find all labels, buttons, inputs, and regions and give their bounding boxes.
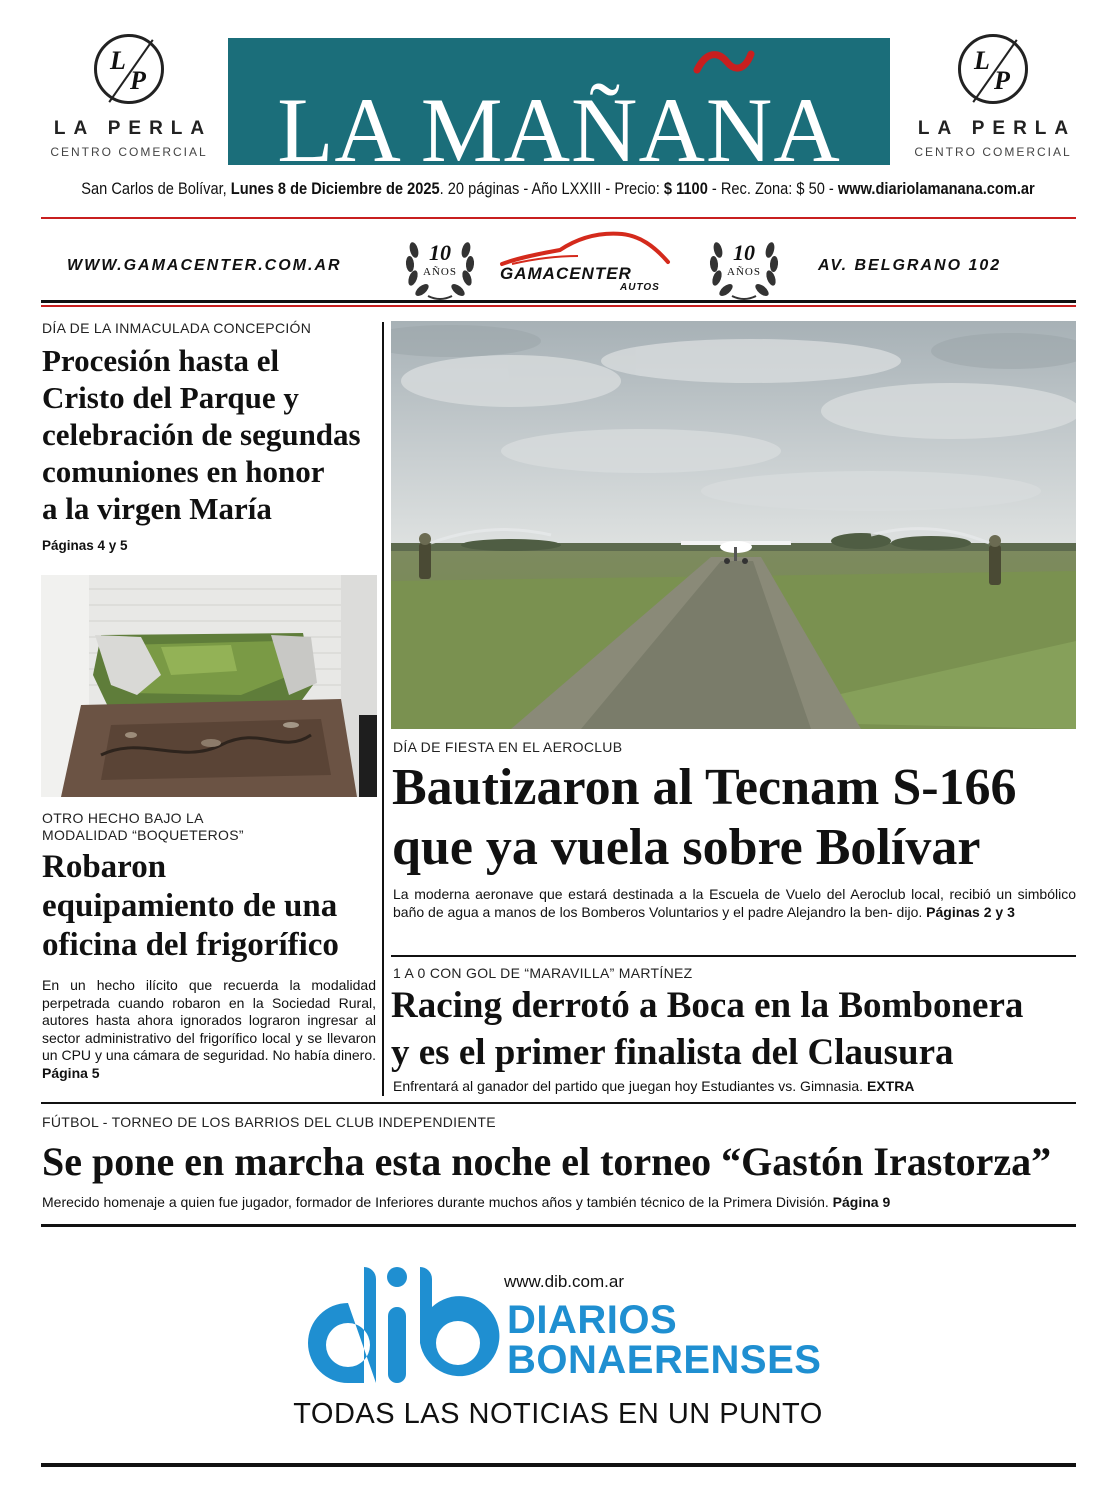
- dateline: [78, 179, 1038, 199]
- la-perla-name: LA PERLA: [917, 118, 1077, 139]
- dateline-date: Lunes 8 de Diciembre de 2025: [230, 179, 440, 198]
- torneo-kicker: FÚTBOL - TORNEO DE LOS BARRIOS DEL CLUB INDEPENDIENTE: [42, 1114, 496, 1130]
- emblem-letter-l: L: [110, 46, 126, 75]
- headline-line: oficina del frigorífico: [42, 927, 339, 963]
- racing-kicker: 1 A 0 CON GOL DE “MARAVILLA” MARTÍNEZ: [393, 965, 693, 981]
- gamacenter-url[interactable]: WWW.GAMACENTER.COM.AR: [67, 257, 342, 274]
- racing-pages[interactable]: EXTRA: [866, 1078, 915, 1094]
- dateline-city: San Carlos de Bolívar,: [81, 179, 231, 198]
- badge-label: AÑOS: [727, 266, 761, 278]
- robo-body-text: En un hecho ilícito que recuerda la modalidad perpetrada cuando robaron en la Sociedad Rural, autores hasta ahora ignorados lograron ingresar al sector administrativo del frigorífico local y se llevaron un CPU y una cámara de seguridad. No había dinero.: [42, 977, 376, 1064]
- badge-number: 10: [429, 240, 451, 265]
- headline-line: equipamiento de una: [42, 888, 338, 924]
- robo-pages[interactable]: Página 5: [42, 1064, 100, 1081]
- anniversary-badge-right: [704, 228, 784, 302]
- headline-line: Cristo del Parque y: [42, 380, 299, 415]
- emblem-letter-p: P: [130, 66, 146, 95]
- badge-label: AÑOS: [423, 266, 457, 278]
- divider-black: [41, 300, 1076, 303]
- column-divider: [382, 322, 384, 1096]
- robbery-photo: [41, 575, 377, 797]
- headline-line: que ya vuela sobre Bolívar: [392, 819, 981, 876]
- car-icon: [498, 228, 674, 268]
- procesion-pages[interactable]: Páginas 4 y 5: [42, 538, 128, 553]
- headline-line: celebración de segundas: [42, 417, 361, 452]
- divider-black: [391, 955, 1076, 957]
- headline-line: Procesión hasta el: [42, 343, 280, 378]
- la-perla-emblem: [958, 34, 1028, 104]
- dib-slogan: TODAS LAS NOTICIAS EN UN PUNTO: [293, 1398, 823, 1430]
- la-perla-logo-right: [898, 34, 1088, 159]
- procesion-kicker: DÍA DE LA INMACULADA CONCEPCIÓN: [42, 320, 312, 336]
- la-perla-emblem: [94, 34, 164, 104]
- divider-red: [41, 305, 1076, 307]
- bottom-rule: [41, 1463, 1076, 1467]
- aeroclub-body: [393, 886, 1076, 921]
- dib-logo-icon: [296, 1263, 501, 1393]
- dateline-pages-year: . 20 páginas - Año LXXIII - Precio:: [439, 179, 664, 198]
- racing-body: [393, 1078, 1076, 1096]
- dateline-website[interactable]: www.diariolamanana.com.ar: [837, 179, 1035, 198]
- headline-line: Bautizaron al Tecnam S-166: [392, 759, 1017, 816]
- dib-brand-line-1: DIARIOS: [507, 1298, 678, 1342]
- emblem-letter-l: L: [974, 46, 990, 75]
- headline-line: Robaron: [42, 849, 167, 885]
- newspaper-title: LA MAÑANA: [277, 79, 841, 165]
- kicker-line: OTRO HECHO BAJO LA: [42, 810, 204, 826]
- headline-line: y es el primer finalista del Clausura: [391, 1032, 954, 1073]
- headline-line: Racing derrotó a Boca en la Bombonera: [391, 985, 1024, 1026]
- gamacenter-logo: [492, 228, 678, 296]
- robo-body: [42, 977, 376, 1083]
- kicker-line: MODALIDAD “BOQUETEROS”: [42, 827, 244, 843]
- aeroclub-headline[interactable]: [392, 758, 1082, 878]
- divider-black: [41, 1102, 1076, 1104]
- aeroclub-body-text: La moderna aeronave que estará destinada a la Escuela de Vuelo del Aeroclub local, recibió un simbólico baño de agua a manos de los Bomberos Voluntarios y el padre Alejandro la ben- dijo.: [393, 886, 1076, 920]
- dateline-price: $ 1100: [663, 179, 708, 198]
- dib-url[interactable]: www.dib.com.ar: [504, 1272, 624, 1291]
- anniversary-badge-left: [400, 228, 480, 302]
- la-perla-subtitle: CENTRO COMERCIAL: [914, 145, 1072, 159]
- torneo-pages[interactable]: Página 9: [832, 1194, 891, 1210]
- torneo-body-text: Merecido homenaje a quien fue jugador, formador de Inferiores durante muchos años y también técnico de la Primera División.: [42, 1194, 833, 1210]
- la-perla-subtitle: CENTRO COMERCIAL: [50, 145, 208, 159]
- aeroclub-kicker: DÍA DE FIESTA EN EL AEROCLUB: [393, 739, 623, 755]
- emblem-letter-p: P: [994, 66, 1010, 95]
- badge-number: 10: [733, 240, 755, 265]
- torneo-headline[interactable]: Se pone en marcha esta noche el torneo “Gastón Irastorza”: [42, 1139, 1052, 1184]
- dib-brand-line-2: BONAERENSES: [507, 1338, 822, 1382]
- torneo-body: [42, 1194, 1077, 1212]
- tilde-mark: [693, 48, 755, 76]
- la-perla-name: LA PERLA: [53, 118, 213, 139]
- la-perla-logo-left: [34, 34, 224, 159]
- robo-headline[interactable]: [42, 848, 382, 965]
- gamacenter-autos: AUTOS: [620, 282, 660, 293]
- headline-line: comuniones en honor: [42, 454, 325, 489]
- gamacenter-brand: GAMACENTER: [500, 264, 632, 283]
- procesion-headline[interactable]: [42, 342, 382, 527]
- racing-body-text: Enfrentará al ganador del partido que juegan hoy Estudiantes vs. Gimnasia.: [393, 1078, 867, 1094]
- gamacenter-address: AV. BELGRANO 102: [818, 257, 1002, 274]
- headline-line: a la virgen María: [42, 491, 272, 526]
- newspaper-title-banner: [228, 38, 890, 165]
- robo-kicker: [42, 810, 244, 844]
- divider-black: [41, 1224, 1076, 1227]
- divider-red: [41, 217, 1076, 219]
- aeroclub-pages[interactable]: Páginas 2 y 3: [926, 903, 1015, 920]
- racing-headline[interactable]: [391, 982, 1081, 1076]
- dateline-zone: - Rec. Zona: $ 50 -: [707, 179, 838, 198]
- tecnam-photo: [391, 321, 1076, 729]
